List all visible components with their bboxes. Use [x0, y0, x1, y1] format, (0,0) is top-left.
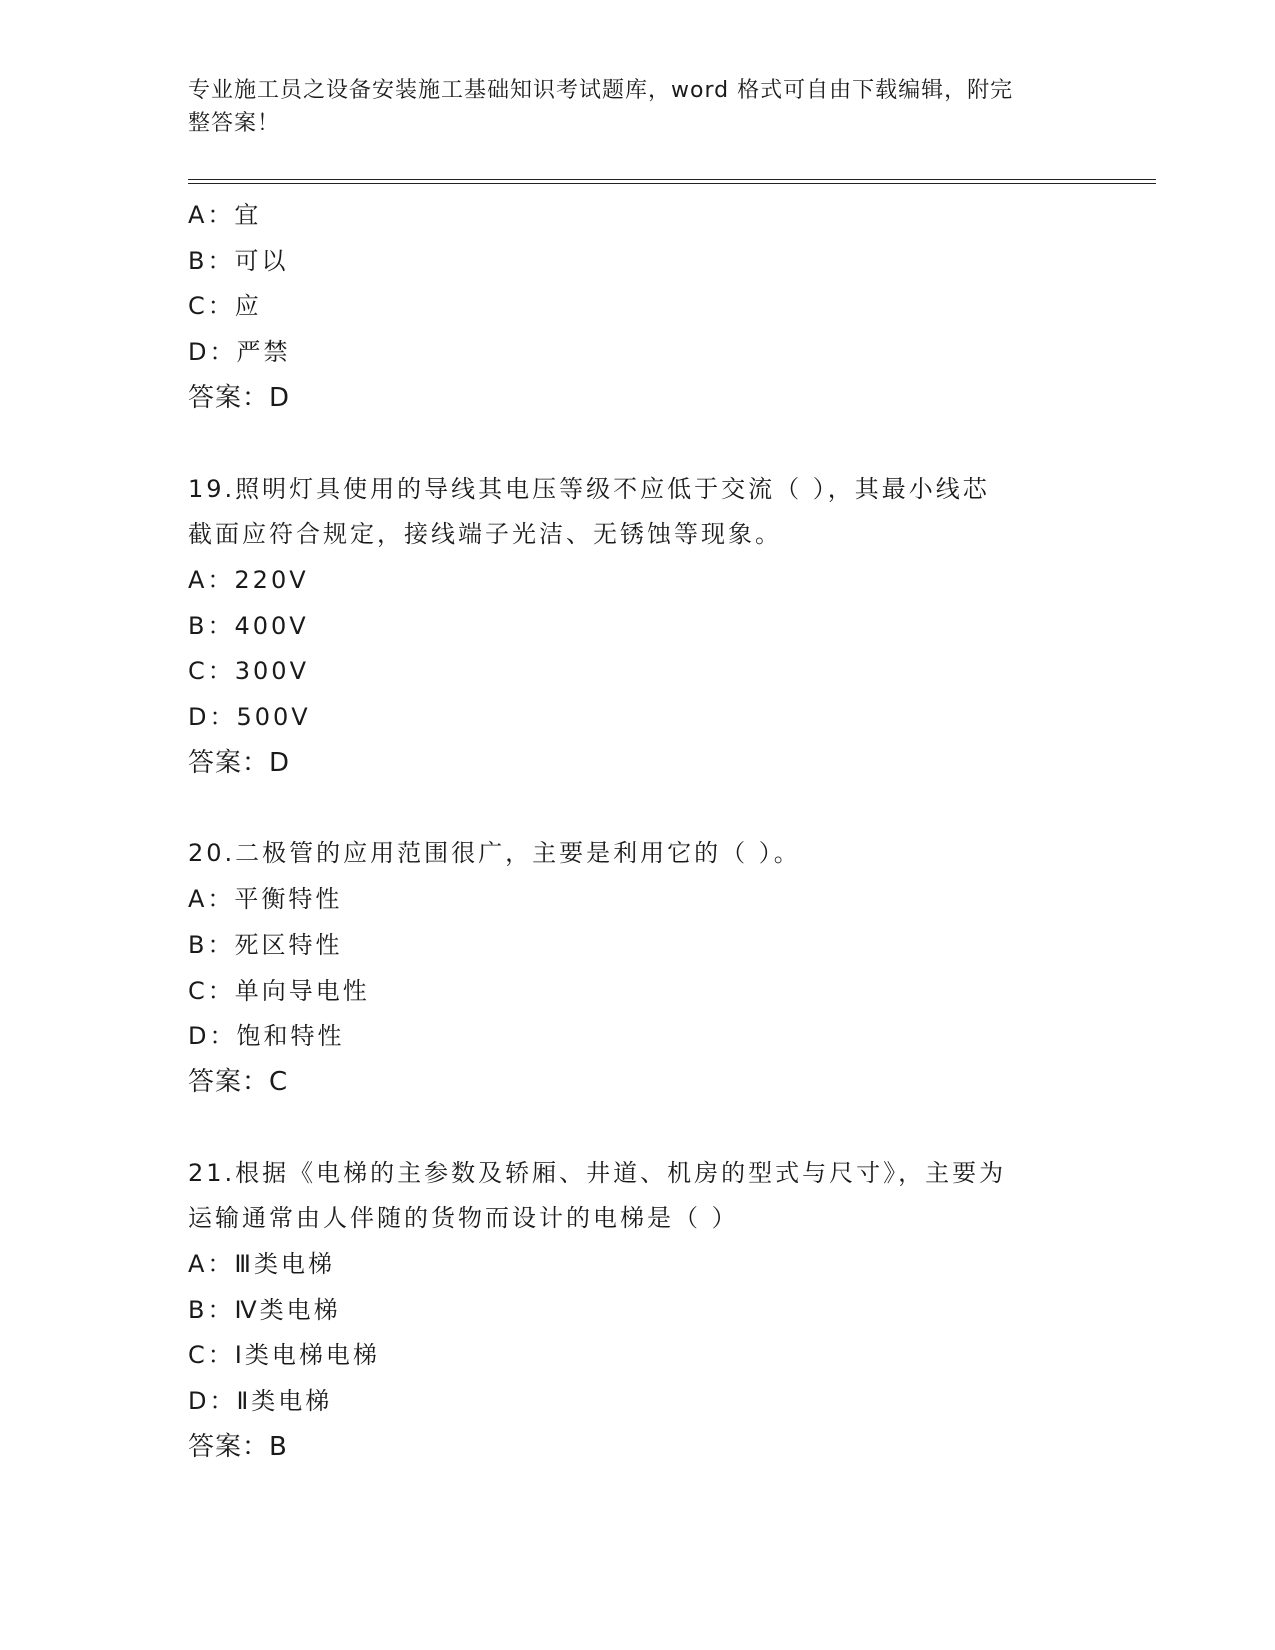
question-stem: 21.根据《电梯的主参数及轿厢、井道、机房的型式与尺寸》，主要为 — [188, 1158, 1007, 1187]
option-a: A：宜 — [188, 201, 262, 229]
question-stem-continued: 截面应符合规定，接线端子光洁、无锈蚀等现象。 — [188, 520, 782, 549]
option-c: C：应 — [188, 292, 262, 321]
question-list — [188, 193, 1088, 1471]
question-stem: 19.照明灯具使用的导线其电压等级不应低于交流（ ），其最小线芯 — [188, 474, 990, 503]
question-stem-continued: 运输通常由人伴随的货物而设计的电梯是（ ） — [188, 1204, 739, 1233]
question-18-tail — [188, 193, 1088, 422]
answer-label: 答案：C — [188, 1066, 289, 1097]
answer-label: 答案：B — [188, 1431, 288, 1462]
option-d: D：Ⅱ类电梯 — [188, 1387, 333, 1416]
question-stem: 20.二极管的应用范围很广，主要是利用它的（ ）。 — [188, 839, 801, 868]
answer-label: 答案：D — [188, 382, 291, 413]
option-b: B：Ⅳ类电梯 — [188, 1295, 341, 1324]
option-d: D：饱和特性 — [188, 1022, 345, 1051]
answer-label: 答案：D — [188, 747, 291, 778]
option-c: C：Ⅰ类电梯电梯 — [188, 1341, 380, 1370]
header-line-1: 专业施工员之设备安装施工基础知识考试题库，word 格式可自由下载编辑，附完 — [188, 78, 1014, 103]
option-d: D：500V — [188, 703, 311, 732]
option-b: B：400V — [188, 611, 309, 640]
option-c: C：单向导电性 — [188, 976, 370, 1005]
option-a: A：平衡特性 — [188, 885, 343, 914]
header-divider — [188, 179, 1156, 184]
option-c: C：300V — [188, 657, 309, 686]
option-a: A：Ⅲ类电梯 — [188, 1250, 335, 1279]
question-21 — [188, 1151, 1088, 1471]
document-header — [188, 74, 1068, 140]
question-19 — [188, 467, 1088, 787]
option-a: A：220V — [188, 565, 309, 594]
option-b: B：可以 — [188, 246, 289, 275]
option-d: D：严禁 — [188, 338, 291, 367]
question-20 — [188, 831, 1088, 1105]
option-b: B：死区特性 — [188, 930, 343, 959]
header-line-2: 整答案！ — [188, 111, 281, 136]
